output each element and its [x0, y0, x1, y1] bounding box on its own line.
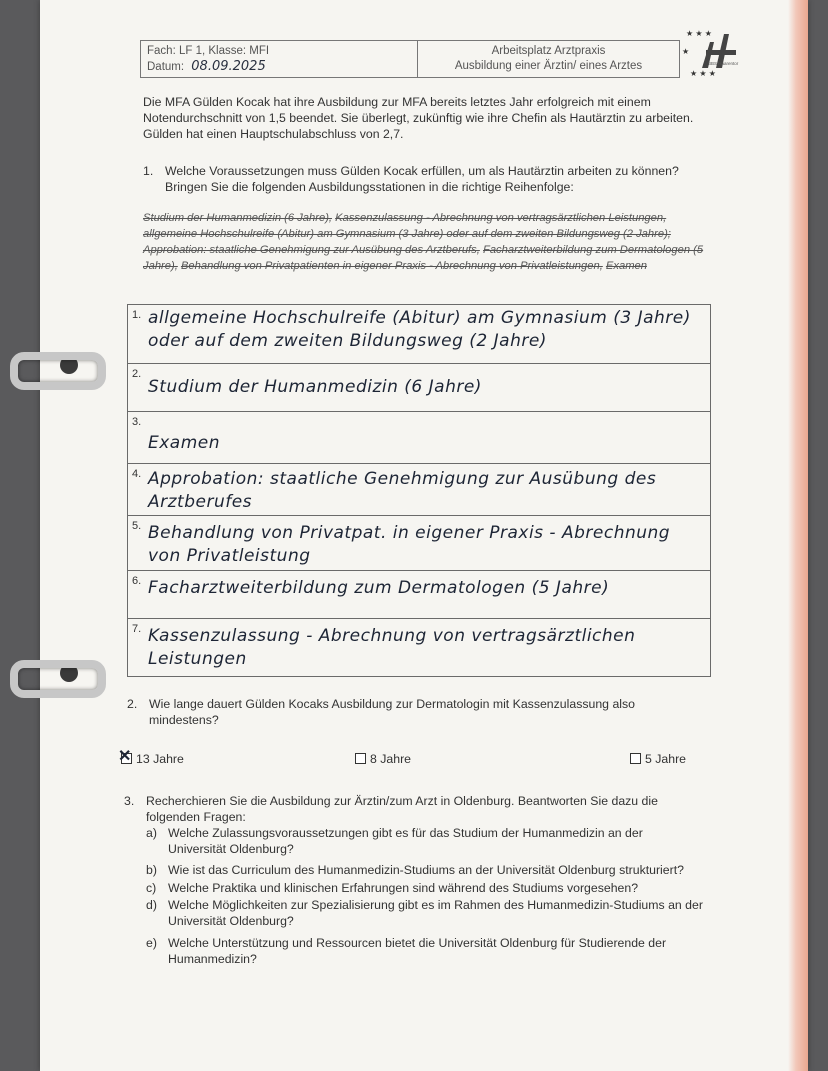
worksheet-header [140, 40, 680, 78]
svg-text:★ ★ ★: ★ ★ ★ [686, 29, 712, 38]
row-number: 2. [132, 368, 142, 380]
question-2 [127, 696, 667, 728]
subquestion-d [146, 897, 706, 929]
binder-ring [10, 660, 106, 698]
sub-label: a) [146, 826, 157, 840]
sub-text: Welche Unterstützung und Ressourcen bietet die Universität Oldenburg für Studierende der Humanmedizin? [168, 936, 667, 966]
answer-row [128, 464, 710, 516]
sub-label: b) [146, 863, 157, 877]
sub-text: Wie ist das Curriculum des Humanmedizin-Studiums an der Universität Oldenburg strukturiert? [168, 863, 684, 877]
row-number: 3. [132, 416, 142, 428]
answer-row [128, 305, 710, 364]
station-item: Behandlung von Privatpatienten in eigener Praxis - Abrechnung von Privatleistungen, [180, 260, 603, 272]
handwritten-answer: Behandlung von Privatpat. in eigener Praxis - Abrechnung von Privatleistung [148, 523, 671, 566]
header-right [418, 41, 679, 77]
sub-label: c) [146, 881, 157, 895]
handwritten-answer: Examen [148, 433, 221, 453]
sub-text: Welche Zulassungsvoraussetzungen gibt es für das Studium der Humanmedizin an der Universität Oldenburg? [168, 826, 643, 856]
sub-label: e) [146, 936, 157, 950]
station-item: allgemeine Hochschulreife (Abitur) am Gymnasium (3 Jahre) oder auf dem zweiten Bildungsweg (2 Jahre); [143, 228, 671, 240]
checkbox[interactable] [355, 753, 366, 764]
option-label: 8 Jahre [370, 752, 412, 766]
option-13-jahre[interactable] [121, 752, 184, 766]
intro-text: Die MFA Gülden Kocak hat ihre Ausbildung zur MFA bereits letztes Jahr erfolgreich mit einem Notendurchschnitt von 1,5 beendet. Sie überlegt, zukünftig wie ihre Chefin als Hautärztin zu arbeiten. Gülden hat einen Hauptschulabschluss von 2,7. [143, 95, 694, 141]
question-number: 2. [127, 697, 138, 711]
station-item: Examen [605, 260, 647, 272]
handwritten-answer: Facharztweiterbildung zum Dermatologen (5 Jahre) [148, 578, 610, 598]
header-title-2: Ausbildung einer Ärztin/ eines Arztes [454, 60, 643, 72]
option-8-jahre[interactable] [355, 752, 411, 766]
svg-text:★ ★ ★: ★ ★ ★ [690, 69, 716, 78]
checkbox-checked[interactable] [121, 753, 132, 764]
answer-row [128, 516, 710, 571]
subquestion-b [146, 862, 716, 878]
option-5-jahre[interactable] [630, 752, 686, 766]
answer-row [128, 412, 710, 464]
row-number: 6. [132, 575, 142, 587]
subject-class: Fach: LF 1, Klasse: MFI [147, 45, 270, 57]
sub-label: d) [146, 898, 157, 912]
option-label: 5 Jahre [645, 752, 687, 766]
row-number: 1. [132, 309, 142, 321]
header-title-1: Arbeitsplatz Arztpraxis [491, 45, 606, 57]
header-left [141, 41, 418, 77]
answer-row [128, 571, 710, 619]
question-text: Wie lange dauert Gülden Kocaks Ausbildung zur Dermatologin mit Kassenzulassung also mindestens? [149, 697, 635, 727]
question-number: 3. [124, 794, 135, 808]
handwritten-answer: Approbation: staatliche Genehmigung zur Ausübung des Arztberufes [148, 469, 657, 512]
question-3 [124, 793, 694, 825]
station-item: Kassenzulassung - Abrechnung von vertragsärztlichen Leistungen, [335, 212, 667, 224]
question-number: 1. [143, 164, 154, 178]
svg-text:★: ★ [682, 47, 690, 56]
handwritten-answer: Kassenzulassung - Abrechnung von vertragsärztlichen Leistungen [148, 626, 636, 669]
logo-text: BBS Haarentor [708, 61, 739, 66]
row-number: 5. [132, 520, 142, 532]
answer-row [128, 619, 710, 676]
page-edge [788, 0, 808, 1071]
subquestion-e [146, 935, 706, 967]
question-text: Welche Voraussetzungen muss Gülden Kocak erfüllen, um als Hautärztin arbeiten zu können? Bringen Sie die folgenden Ausbildungsstationen in die richtige Reihenfolge: [165, 164, 679, 194]
binder-ring [10, 352, 106, 390]
subquestion-a [146, 825, 686, 857]
option-label: 13 Jahre [136, 752, 184, 766]
date-value: 08.09.2025 [191, 59, 266, 74]
row-number: 7. [132, 623, 142, 635]
station-item: Studium der Humanmedizin (6 Jahre), [143, 212, 333, 224]
handwritten-answer: Studium der Humanmedizin (6 Jahre) [148, 377, 482, 397]
answer-row [128, 364, 710, 412]
checkbox[interactable] [630, 753, 641, 764]
answer-table [127, 304, 711, 677]
school-logo [680, 24, 750, 80]
subquestion-c [146, 880, 706, 896]
sub-text: Welche Möglichkeiten zur Spezialisierung gibt es im Rahmen des Humanmedizin-Studiums an der Universität Oldenburg? [168, 898, 703, 928]
row-number: 4. [132, 468, 142, 480]
stations-list [143, 210, 708, 274]
sub-text: Welche Praktika und klinischen Erfahrungen sind während des Studiums vorgesehen? [168, 881, 639, 895]
date-line [147, 59, 411, 75]
station-item: Facharztweiterbildung zum Dermatologen (5 Jahre), [143, 244, 704, 272]
question-1 [143, 163, 703, 195]
handwritten-answer: allgemeine Hochschulreife (Abitur) am Gymnasium (3 Jahre) oder auf dem zweiten Bildungsweg (2 Jahre) [148, 308, 691, 351]
date-label: Datum: [147, 61, 185, 73]
station-item: Approbation: staatliche Genehmigung zur Ausübung des Arztberufs, [143, 244, 480, 256]
question-text: Recherchieren Sie die Ausbildung zur Ärztin/zum Arzt in Oldenburg. Beantworten Sie dazu die folgenden Fragen: [146, 794, 658, 824]
